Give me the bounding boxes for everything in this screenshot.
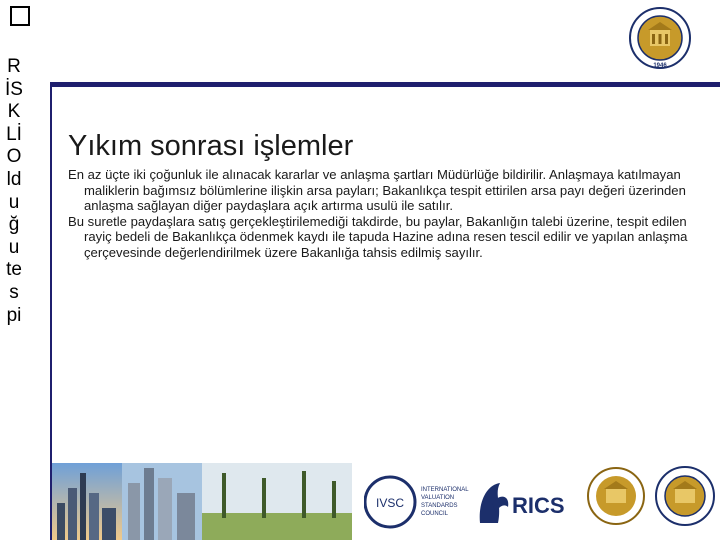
svg-text:VALUATION: VALUATION xyxy=(421,495,455,501)
svg-text:1946: 1946 xyxy=(653,63,667,69)
ankara-university-seal-bottom-icon xyxy=(654,465,716,527)
svg-text:COUNCIL: COUNCIL xyxy=(421,511,449,517)
vertical-sidebar-text: RİSKLİ Olduğu tespi xyxy=(5,56,28,326)
ankara-university-seal-icon xyxy=(628,2,692,74)
header-rule xyxy=(52,82,720,87)
svg-text:INTERNATIONAL: INTERNATIONAL xyxy=(421,487,469,493)
slide-body xyxy=(68,167,708,261)
landscape-photo xyxy=(202,463,352,540)
corner-checkbox-icon xyxy=(10,6,30,26)
body-paragraph-2: Bu suretle paydaşlara satış gerçekleştirilemediği takdirde, bu paylar, Bakanlığın talebi üzerine, tespit edilen rayiç bedeli de Bakanlıkça ödenmek kaydı ile tapuda Hazine adına resen tescil edilir ve yapılan anlaşma çerçevesinde değerlendirilmek üzere Bakanlığa tahsis edilmiş sayılır. xyxy=(68,213,688,260)
body-paragraph-1: En az üçte iki çoğunluk ile alınacak kararlar ve anlaşma şartları Müdürlüğe bildirilir. Anlaşmaya katılmayan maliklerin bağımsız bölümlerine ilişkin arsa payları; Bakanlıkça tespit ettirilen arsa payı değeri üzerinden anlaşma sağlayan diğer paydaşlara açık artırma usulü ile satılır. xyxy=(68,167,686,214)
svg-text:RICS: RICS xyxy=(512,493,565,518)
svg-text:STANDARDS: STANDARDS xyxy=(421,503,458,509)
footer-logo-strip xyxy=(52,463,720,540)
gold-seal-icon xyxy=(586,465,646,527)
svg-text:IVSC: IVSC xyxy=(375,496,405,510)
rics-logo-icon xyxy=(472,473,582,533)
city-skyline-photo-1 xyxy=(52,463,122,540)
city-skyline-photo-2 xyxy=(122,463,202,540)
slide-title: Yıkım sonrası işlemler xyxy=(68,130,354,162)
